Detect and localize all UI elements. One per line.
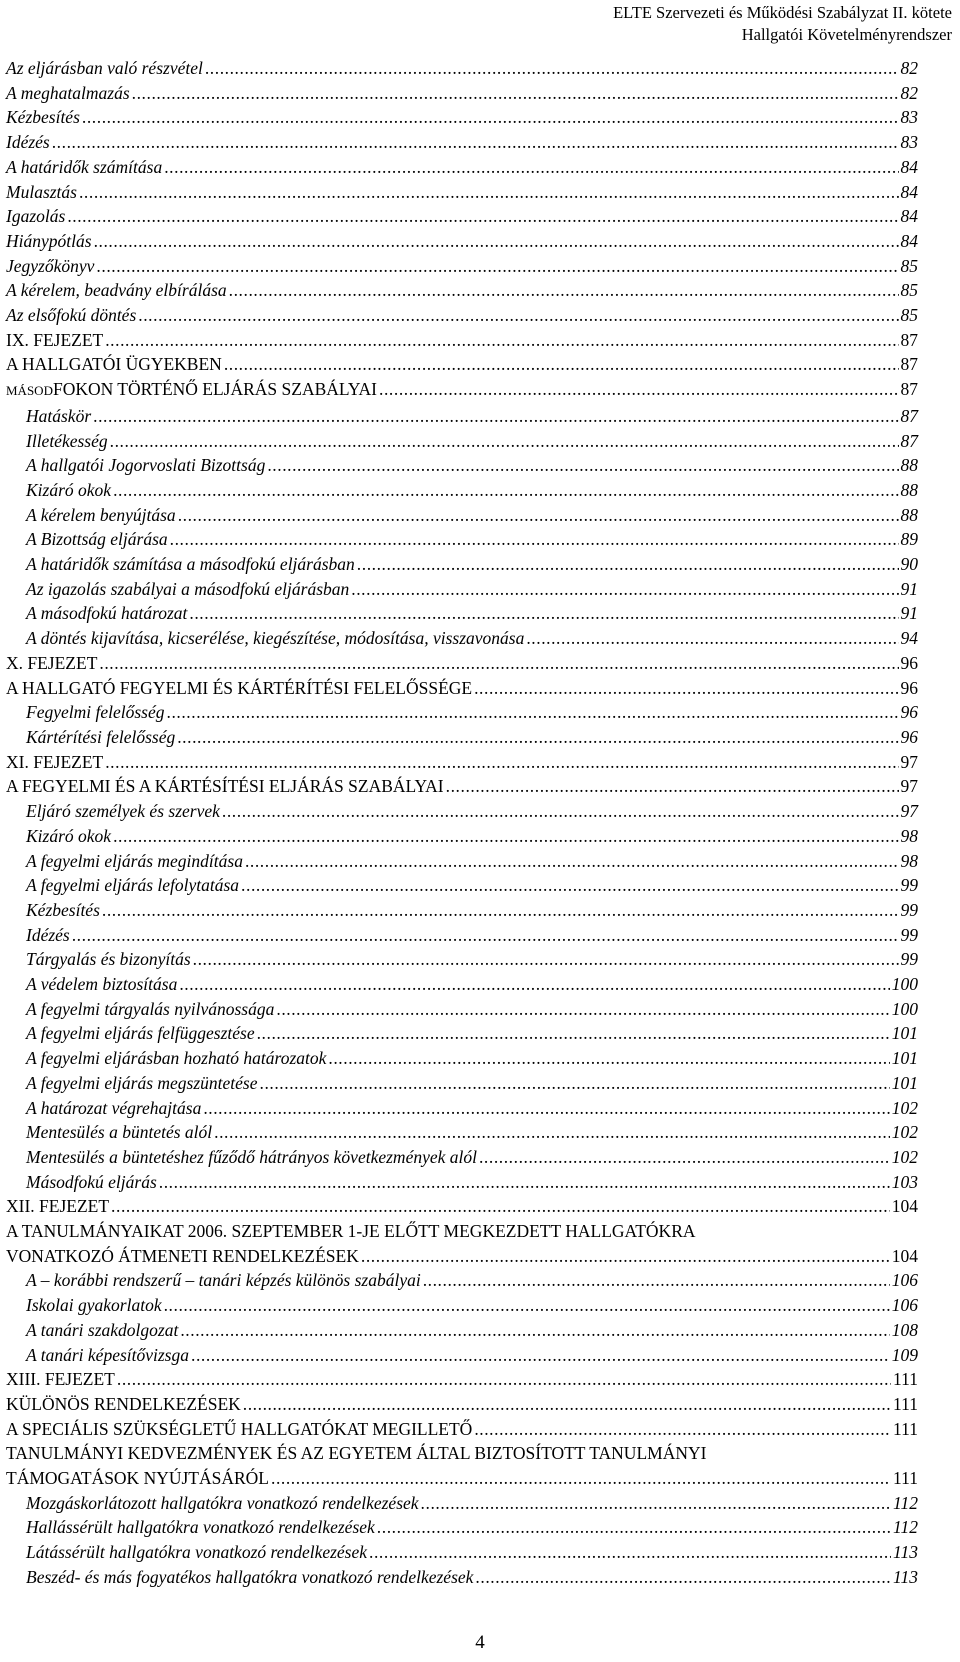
toc-entry[interactable] (6, 1318, 918, 1343)
dot-leader (189, 601, 898, 626)
toc-entry-title: Kizáró okok (26, 479, 112, 500)
toc-entry-page: 85 (900, 255, 918, 276)
toc-entry[interactable] (6, 429, 918, 454)
toc-entry-page: 111 (893, 1393, 918, 1414)
toc-entry-title: IX. FEJEZET (6, 329, 104, 350)
toc-entry-title: Hiánypótlás (6, 230, 92, 251)
toc-entry-title: Fegyelmi felelősség (26, 702, 165, 723)
toc-entry[interactable] (6, 1417, 918, 1442)
toc-entry[interactable] (6, 404, 918, 429)
toc-entry-title: Az elsőfokú döntés (6, 305, 137, 326)
toc-entry-title: X. FEJEZET (6, 652, 98, 673)
toc-entry-page: 94 (900, 628, 918, 649)
dot-leader (177, 725, 898, 750)
dot-leader (111, 1194, 890, 1219)
dot-leader (474, 1417, 891, 1442)
toc-entry-title: A fegyelmi eljárás megszüntetése (26, 1072, 258, 1093)
toc-entry-page: 111 (893, 1418, 918, 1439)
dot-leader (214, 1120, 890, 1145)
table-of-contents (6, 56, 918, 1590)
toc-entry-page: 101 (891, 1072, 918, 1093)
toc-entry-page: 112 (893, 1517, 918, 1538)
toc-entry[interactable] (6, 552, 918, 577)
toc-entry-page: 113 (893, 1566, 918, 1587)
dot-leader (229, 278, 899, 303)
toc-entry-page: 101 (891, 1023, 918, 1044)
toc-entry-title: KÜLÖNÖS RENDELKEZÉSEK (6, 1393, 241, 1414)
dot-leader (474, 676, 898, 701)
toc-entry-title-rest: FOKON TÖRTÉNŐ ELJÁRÁS SZABÁLYAI (52, 379, 378, 400)
toc-entry-page: 101 (891, 1048, 918, 1069)
dot-leader (361, 1244, 890, 1269)
toc-entry-title: A fegyelmi eljárásban hozható határozatok (26, 1048, 327, 1069)
toc-entry-page: 87 (900, 354, 918, 375)
dot-leader (99, 651, 898, 676)
toc-entry[interactable] (6, 774, 918, 799)
toc-entry-title: A fegyelmi eljárás felfüggesztése (26, 1023, 255, 1044)
toc-entry-page: 97 (900, 751, 918, 772)
toc-entry[interactable] (6, 1515, 918, 1540)
toc-entry-page: 90 (900, 554, 918, 575)
header-line-1: ELTE Szervezeti és Működési Szabályzat II. kötete (613, 3, 952, 22)
toc-entry[interactable] (6, 700, 918, 725)
toc-entry[interactable] (6, 898, 918, 923)
toc-entry-page: 111 (893, 1369, 918, 1390)
dot-leader (159, 1170, 890, 1195)
toc-entry[interactable] (6, 1565, 918, 1590)
toc-entry[interactable] (6, 105, 918, 130)
toc-entry[interactable] (6, 972, 918, 997)
toc-entry-title-prefix: MÁSOD (6, 383, 53, 399)
toc-entry-title: XI. FEJEZET (6, 751, 104, 772)
toc-entry-title: A kérelem, beadvány elbírálása (6, 280, 227, 301)
toc-entry-page: 112 (893, 1492, 918, 1513)
toc-entry-title: A döntés kijavítása, kicserélése, kiegészítése, módosítása, visszavonása (26, 628, 525, 649)
dot-leader (180, 1318, 889, 1343)
toc-entry-title: A tanári szakdolgozat (26, 1319, 179, 1340)
toc-entry-page: 103 (891, 1171, 918, 1192)
toc-entry[interactable] (6, 1367, 918, 1392)
toc-entry[interactable] (6, 503, 918, 528)
dot-leader (475, 1565, 891, 1590)
toc-entry-page: 97 (900, 776, 918, 797)
toc-entry[interactable] (6, 1540, 918, 1565)
toc-entry-page: 99 (900, 899, 918, 920)
toc-entry-line2 (6, 1466, 918, 1491)
dot-leader (423, 1268, 890, 1293)
dot-leader (369, 1540, 891, 1565)
toc-entry-page: 89 (900, 529, 918, 550)
page-number: 4 (475, 1632, 485, 1653)
dot-leader (105, 750, 898, 775)
toc-entry-page: 87 (900, 379, 918, 400)
dot-leader (267, 453, 898, 478)
toc-entry-title: Tárgyalás és bizonyítás (26, 949, 191, 970)
dot-leader (222, 799, 899, 824)
toc-entry[interactable] (6, 204, 918, 229)
dot-leader (379, 377, 898, 402)
toc-entry[interactable] (6, 626, 918, 651)
toc-entry-page: 96 (900, 677, 918, 698)
dot-leader (328, 1046, 889, 1071)
dot-leader (526, 626, 898, 651)
toc-entry[interactable] (6, 824, 918, 849)
toc-entry-page: 108 (891, 1319, 918, 1340)
dot-leader (105, 328, 898, 353)
toc-entry[interactable] (6, 278, 918, 303)
running-header (613, 2, 952, 46)
toc-entry-page: 96 (900, 726, 918, 747)
dot-leader (179, 972, 889, 997)
toc-entry-title: Mulasztás (6, 181, 77, 202)
toc-entry-title: A védelem biztosítása (26, 974, 178, 995)
toc-entry-title: A HALLGATÓ FEGYELMI ÉS KÁRTÉRÍTÉSI FELELŐSSÉGE (6, 677, 473, 698)
toc-entry-title: A FEGYELMI ÉS A KÁRTÉSÍTÉSI ELJÁRÁS SZABÁLYAI (6, 776, 444, 797)
toc-entry[interactable] (6, 725, 918, 750)
toc-entry-title: A meghatalmazás (6, 82, 130, 103)
toc-entry[interactable] (6, 601, 918, 626)
dot-leader (257, 1021, 890, 1046)
dot-leader (178, 503, 899, 528)
dot-leader (446, 774, 899, 799)
toc-entry-title: A fegyelmi eljárás megindítása (26, 850, 243, 871)
toc-entry-title: Idézés (26, 924, 70, 945)
dot-leader (132, 81, 899, 106)
toc-entry-page: 85 (900, 280, 918, 301)
toc-entry-title-line1: A TANULMÁNYAIKAT 2006. SZEPTEMBER 1-JE ELŐTT MEGKEZDETT HALLGATÓKRA (6, 1221, 696, 1242)
toc-entry-title: Mozgáskorlátozott hallgatókra vonatkozó rendelkezések (26, 1492, 419, 1513)
toc-entry[interactable] (6, 849, 918, 874)
toc-entry-title: A határozat végrehajtása (26, 1097, 202, 1118)
toc-entry-page: 97 (900, 801, 918, 822)
toc-entry[interactable] (6, 352, 918, 377)
toc-entry-page: 91 (900, 578, 918, 599)
dot-leader (167, 700, 899, 725)
dot-leader (67, 204, 898, 229)
dot-leader (193, 947, 899, 972)
toc-entry-page: 102 (891, 1146, 918, 1167)
toc-entry-title: Hatáskör (26, 405, 92, 426)
dot-leader (82, 105, 899, 130)
toc-entry-page: 91 (900, 603, 918, 624)
toc-entry-title: Illetékesség (26, 430, 108, 451)
dot-leader (79, 180, 899, 205)
toc-entry[interactable] (6, 377, 918, 404)
toc-entry-page: 100 (891, 998, 918, 1019)
toc-entry-title: Iskolai gyakorlatok (26, 1295, 162, 1316)
dot-leader (94, 229, 899, 254)
toc-entry-title: Eljáró személyek és szervek (26, 801, 220, 822)
dot-leader (377, 1515, 891, 1540)
dot-leader (93, 404, 898, 429)
toc-entry-title: Beszéd- és más fogyatékos hallgatókra vonatkozó rendelkezések (26, 1566, 474, 1587)
toc-entry-page: 98 (900, 850, 918, 871)
toc-entry-page: 83 (900, 107, 918, 128)
toc-entry-page: 96 (900, 652, 918, 673)
toc-entry-page: 82 (900, 82, 918, 103)
toc-entry-page: 96 (900, 702, 918, 723)
toc-entry[interactable] (6, 155, 918, 180)
dot-leader (203, 1096, 889, 1121)
toc-entry-title: Idézés (6, 132, 50, 153)
toc-entry-title: Jegyzőkönyv (6, 255, 95, 276)
toc-entry-title: Igazolás (6, 206, 66, 227)
toc-entry-title: A határidők számítása (6, 156, 163, 177)
toc-entry-title: A HALLGATÓI ÜGYEKBEN (6, 354, 222, 375)
toc-entry[interactable] (6, 997, 918, 1022)
toc-entry-page: 102 (891, 1097, 918, 1118)
toc-entry[interactable] (6, 577, 918, 602)
toc-entry-page: 106 (891, 1295, 918, 1316)
toc-entry[interactable] (6, 651, 918, 676)
toc-entry-page: 104 (891, 1245, 918, 1266)
toc-entry-page: 83 (900, 132, 918, 153)
toc-entry-page: 87 (900, 430, 918, 451)
toc-entry[interactable] (6, 527, 918, 552)
toc-entry[interactable] (6, 1219, 918, 1268)
dot-leader (110, 429, 899, 454)
toc-entry[interactable] (6, 1293, 918, 1318)
toc-entry-title: TÁMOGATÁSOK NYÚJTÁSÁRÓL (6, 1468, 269, 1489)
dot-leader (52, 130, 899, 155)
toc-entry[interactable] (6, 453, 918, 478)
dot-leader (170, 527, 899, 552)
toc-entry-title: Kézbesítés (26, 899, 100, 920)
dot-leader (260, 1071, 890, 1096)
toc-entry-page: 113 (893, 1542, 918, 1563)
toc-entry-title: A másodfokú határozat (26, 603, 188, 624)
toc-entry-page: 106 (891, 1270, 918, 1291)
toc-entry[interactable] (6, 676, 918, 701)
toc-entry-title: VONATKOZÓ ÁTMENETI RENDELKEZÉSEK (6, 1245, 359, 1266)
dot-leader (243, 1392, 891, 1417)
toc-entry-title: Kártérítési felelősség (26, 726, 176, 747)
toc-entry[interactable] (6, 799, 918, 824)
toc-entry-page: 85 (900, 305, 918, 326)
toc-entry[interactable] (6, 81, 918, 106)
dot-leader (191, 1343, 890, 1368)
toc-entry[interactable] (6, 303, 918, 328)
toc-entry[interactable] (6, 1194, 918, 1219)
toc-entry-page: 84 (900, 156, 918, 177)
header-line-2: Hallgatói Követelményrendszer (741, 25, 952, 44)
toc-entry[interactable] (6, 1268, 918, 1293)
dot-leader (205, 56, 899, 81)
toc-entry-page: 84 (900, 230, 918, 251)
toc-entry[interactable] (6, 1120, 918, 1145)
toc-entry-title: Mentesülés a büntetéshez fűződő hátrányos következmények alól (26, 1146, 477, 1167)
toc-entry[interactable] (6, 1096, 918, 1121)
dot-leader (351, 577, 898, 602)
dot-leader (241, 873, 898, 898)
dot-leader (479, 1145, 890, 1170)
dot-leader (117, 1367, 891, 1392)
toc-entry[interactable] (6, 1145, 918, 1170)
toc-entry-title: Másodfokú eljárás (26, 1171, 157, 1192)
dot-leader (276, 997, 889, 1022)
dot-leader (102, 898, 899, 923)
dot-leader (113, 478, 898, 503)
toc-entry-title: A tanári képesítővizsga (26, 1344, 189, 1365)
dot-leader (245, 849, 899, 874)
dot-leader (224, 352, 899, 377)
toc-entry-page: 87 (900, 405, 918, 426)
toc-entry[interactable] (6, 56, 918, 81)
toc-entry-title: A hallgatói Jogorvoslati Bizottság (26, 455, 266, 476)
toc-entry-page: 88 (900, 455, 918, 476)
toc-entry[interactable] (6, 1392, 918, 1417)
toc-entry-title: Látássérült hallgatókra vonatkozó rendelkezések (26, 1542, 368, 1563)
toc-entry-page: 88 (900, 504, 918, 525)
toc-entry-title: Hallássérült hallgatókra vonatkozó rendelkezések (26, 1517, 375, 1538)
toc-entry[interactable] (6, 478, 918, 503)
dot-leader (357, 552, 899, 577)
toc-entry[interactable] (6, 1170, 918, 1195)
dot-leader (138, 303, 898, 328)
toc-entry[interactable] (6, 947, 918, 972)
toc-entry[interactable] (6, 1441, 918, 1490)
toc-entry-title: A fegyelmi eljárás lefolytatása (26, 875, 240, 896)
toc-entry[interactable] (6, 750, 918, 775)
toc-entry[interactable] (6, 1491, 918, 1516)
toc-entry[interactable] (6, 328, 918, 353)
toc-entry-title: XIII. FEJEZET (6, 1369, 115, 1390)
dot-leader (72, 923, 899, 948)
toc-entry[interactable] (6, 1046, 918, 1071)
dot-leader (271, 1466, 891, 1491)
toc-entry-page: 111 (893, 1468, 918, 1489)
toc-entry-page: 87 (900, 329, 918, 350)
toc-entry-page: 109 (891, 1344, 918, 1365)
toc-entry-title: A fegyelmi tárgyalás nyilvánossága (26, 998, 275, 1019)
toc-entry[interactable] (6, 923, 918, 948)
toc-entry-title: A – korábbi rendszerű – tanári képzés különös szabályai (26, 1270, 421, 1291)
toc-entry-title: A kérelem benyújtása (26, 504, 176, 525)
toc-entry-title: A SPECIÁLIS SZÜKSÉGLETŰ HALLGATÓKAT MEGILLETŐ (6, 1418, 473, 1439)
toc-entry[interactable] (6, 130, 918, 155)
dot-leader (164, 155, 898, 180)
toc-entry-page: 88 (900, 479, 918, 500)
toc-entry-page: 98 (900, 825, 918, 846)
toc-entry-title: Az igazolás szabályai a másodfokú eljárásban (26, 578, 350, 599)
toc-entry-page: 99 (900, 924, 918, 945)
toc-entry-title: XII. FEJEZET (6, 1196, 110, 1217)
dot-leader (421, 1491, 892, 1516)
dot-leader (164, 1293, 890, 1318)
toc-entry[interactable] (6, 180, 918, 205)
toc-entry-page: 82 (900, 58, 918, 78)
toc-entry-page: 84 (900, 206, 918, 227)
toc-entry[interactable] (6, 1343, 918, 1368)
toc-entry-page: 100 (891, 974, 918, 995)
toc-entry-page: 99 (900, 875, 918, 896)
dot-leader (113, 824, 898, 849)
toc-entry-title-line1: TANULMÁNYI KEDVEZMÉNYEK ÉS AZ EGYETEM ÁLTAL BIZTOSÍTOTT TANULMÁNYI (6, 1443, 707, 1464)
toc-entry-title: Az eljárásban való részvétel (6, 58, 203, 78)
toc-entry[interactable] (6, 873, 918, 898)
dot-leader (96, 254, 898, 279)
toc-entry-title: Kézbesítés (6, 107, 80, 128)
toc-entry[interactable] (6, 254, 918, 279)
toc-entry-title: Kizáró okok (26, 825, 112, 846)
toc-entry-page: 104 (891, 1196, 918, 1217)
toc-entry-line2 (6, 1244, 918, 1269)
toc-entry[interactable] (6, 1021, 918, 1046)
toc-entry-page: 102 (891, 1122, 918, 1143)
toc-entry-page: 84 (900, 181, 918, 202)
toc-entry-title: A Bizottság eljárása (26, 529, 168, 550)
toc-entry[interactable] (6, 1071, 918, 1096)
toc-entry-title: Mentesülés a büntetés alól (26, 1122, 213, 1143)
toc-entry-page: 99 (900, 949, 918, 970)
toc-entry-title (6, 377, 377, 404)
toc-entry-title: A határidők számítása a másodfokú eljárásban (26, 554, 355, 575)
toc-entry[interactable] (6, 229, 918, 254)
